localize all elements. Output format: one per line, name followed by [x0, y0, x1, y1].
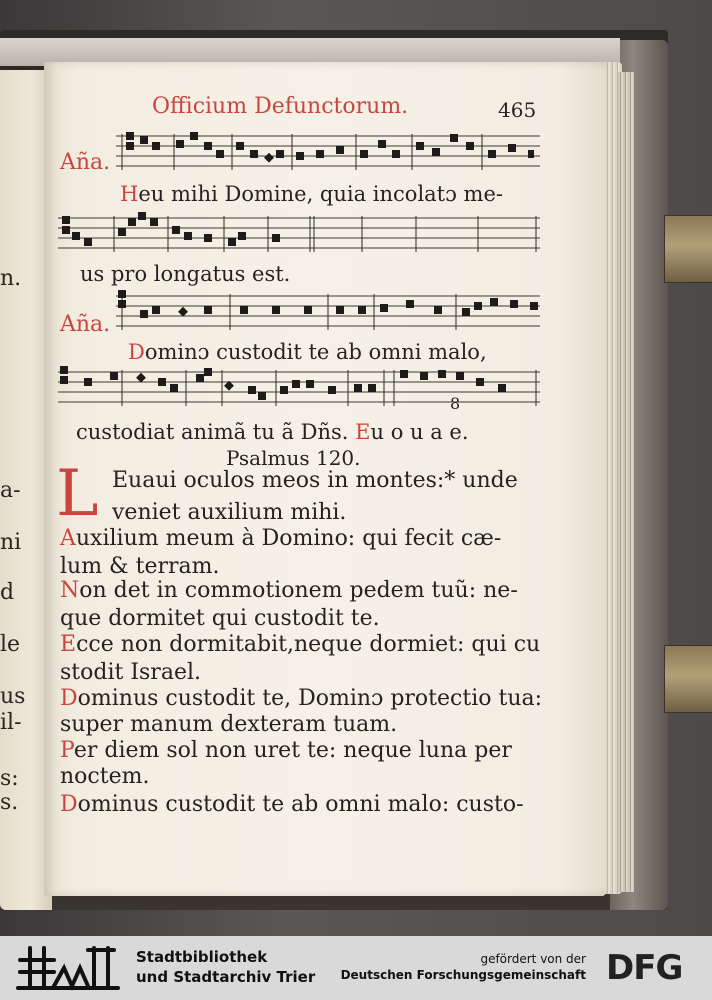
page-edges-inner: [618, 72, 634, 892]
rubric-initial: D: [128, 340, 145, 364]
psalm-text: ominus custodit te ab omni malo: custo-: [77, 792, 524, 817]
dfg-logo: DFG: [606, 948, 683, 988]
psalm-line: [60, 792, 524, 817]
psalm-line: super manum dexteram tuam.: [60, 712, 398, 737]
psalm-line: [60, 632, 540, 657]
drop-cap-initial: L: [56, 457, 99, 531]
psalm-line: que dormitet qui custodit te.: [60, 606, 380, 631]
funding-line-2: Deutschen Forschungsgemeinschaft: [340, 968, 586, 982]
library-name-line-2: und Stadtarchiv Trier: [136, 968, 316, 986]
psalm-line: lum & terram.: [60, 554, 220, 579]
rubric-initial: N: [60, 578, 80, 603]
left-frag: s:: [0, 766, 19, 791]
music-staff-1: [116, 130, 540, 174]
clasp-bottom: [664, 645, 712, 713]
music-staff-2: [58, 212, 540, 256]
left-frag: a-: [0, 478, 21, 503]
page-number: 465: [498, 98, 537, 122]
rubric-initial: P: [60, 738, 74, 763]
left-frag: le: [0, 632, 21, 657]
rubric-initial: A: [60, 526, 76, 551]
psalm-line: [60, 526, 501, 551]
psalm-line: Euaui oculos meos in montes:* unde: [112, 468, 518, 493]
music-staff-4: [58, 366, 540, 416]
running-title: Officium Defunctorum.: [152, 94, 409, 119]
left-frag: n.: [0, 266, 22, 291]
psalm-line: stodit Israel.: [60, 660, 201, 685]
left-frag: s.: [0, 790, 19, 815]
psalm-tone-number: 8: [450, 394, 461, 413]
chant-text: ominɔ custodit te ab omni malo,: [144, 340, 487, 364]
rubric-initial: E: [60, 632, 77, 657]
psalm-text: ominus custodit te, Dominɔ protectio tua:: [77, 686, 543, 711]
funding-line-1: gefördert von der: [480, 952, 586, 966]
antiphon-label: Aña.: [60, 150, 111, 175]
rubric-initial: D: [60, 686, 78, 711]
chant-lyric-line: us pro longatus est.: [80, 262, 291, 286]
psalm-text: on det in commotionem pedem tuũ: ne-: [79, 578, 518, 603]
left-frag: ni: [0, 530, 22, 555]
stadtbibliothek-logo: [14, 942, 124, 994]
psalm-line: [60, 686, 542, 711]
chant-text: custodiat animã tu ã Dñs.: [76, 420, 349, 444]
chant-text: eu mihi Domine, quia incolatɔ me-: [138, 182, 503, 206]
library-footer: [0, 936, 712, 1000]
psalm-line: [60, 738, 512, 763]
psalm-heading: Psalmus 120.: [226, 446, 361, 470]
chant-lyric-line: [120, 182, 503, 206]
euouae: u o u a e.: [370, 420, 469, 444]
antiphon-label: Aña.: [60, 312, 111, 337]
psalm-text: er diem sol non uret te: neque luna per: [73, 738, 512, 763]
left-frag: il-: [0, 710, 22, 735]
chant-lyric-line: [76, 420, 469, 444]
psalm-line: veniet auxilium mihi.: [112, 500, 347, 525]
chant-lyric-line: [128, 340, 487, 364]
rubric-initial: H: [120, 182, 139, 206]
psalm-text: uxilium meum à Domino: qui fecit cæ-: [75, 526, 502, 551]
rubric-initial: E: [355, 420, 371, 444]
left-frag: d: [0, 580, 15, 605]
library-name-line-1: Stadtbibliothek: [136, 948, 268, 966]
left-frag: us: [0, 684, 26, 709]
psalm-text: cce non dormitabit,neque dormiet: qui cu: [76, 632, 541, 657]
psalm-line: noctem.: [60, 764, 150, 789]
rubric-initial: D: [60, 792, 78, 817]
music-staff-3: [116, 290, 540, 334]
clasp-top: [664, 215, 712, 283]
psalm-line: [60, 578, 518, 603]
